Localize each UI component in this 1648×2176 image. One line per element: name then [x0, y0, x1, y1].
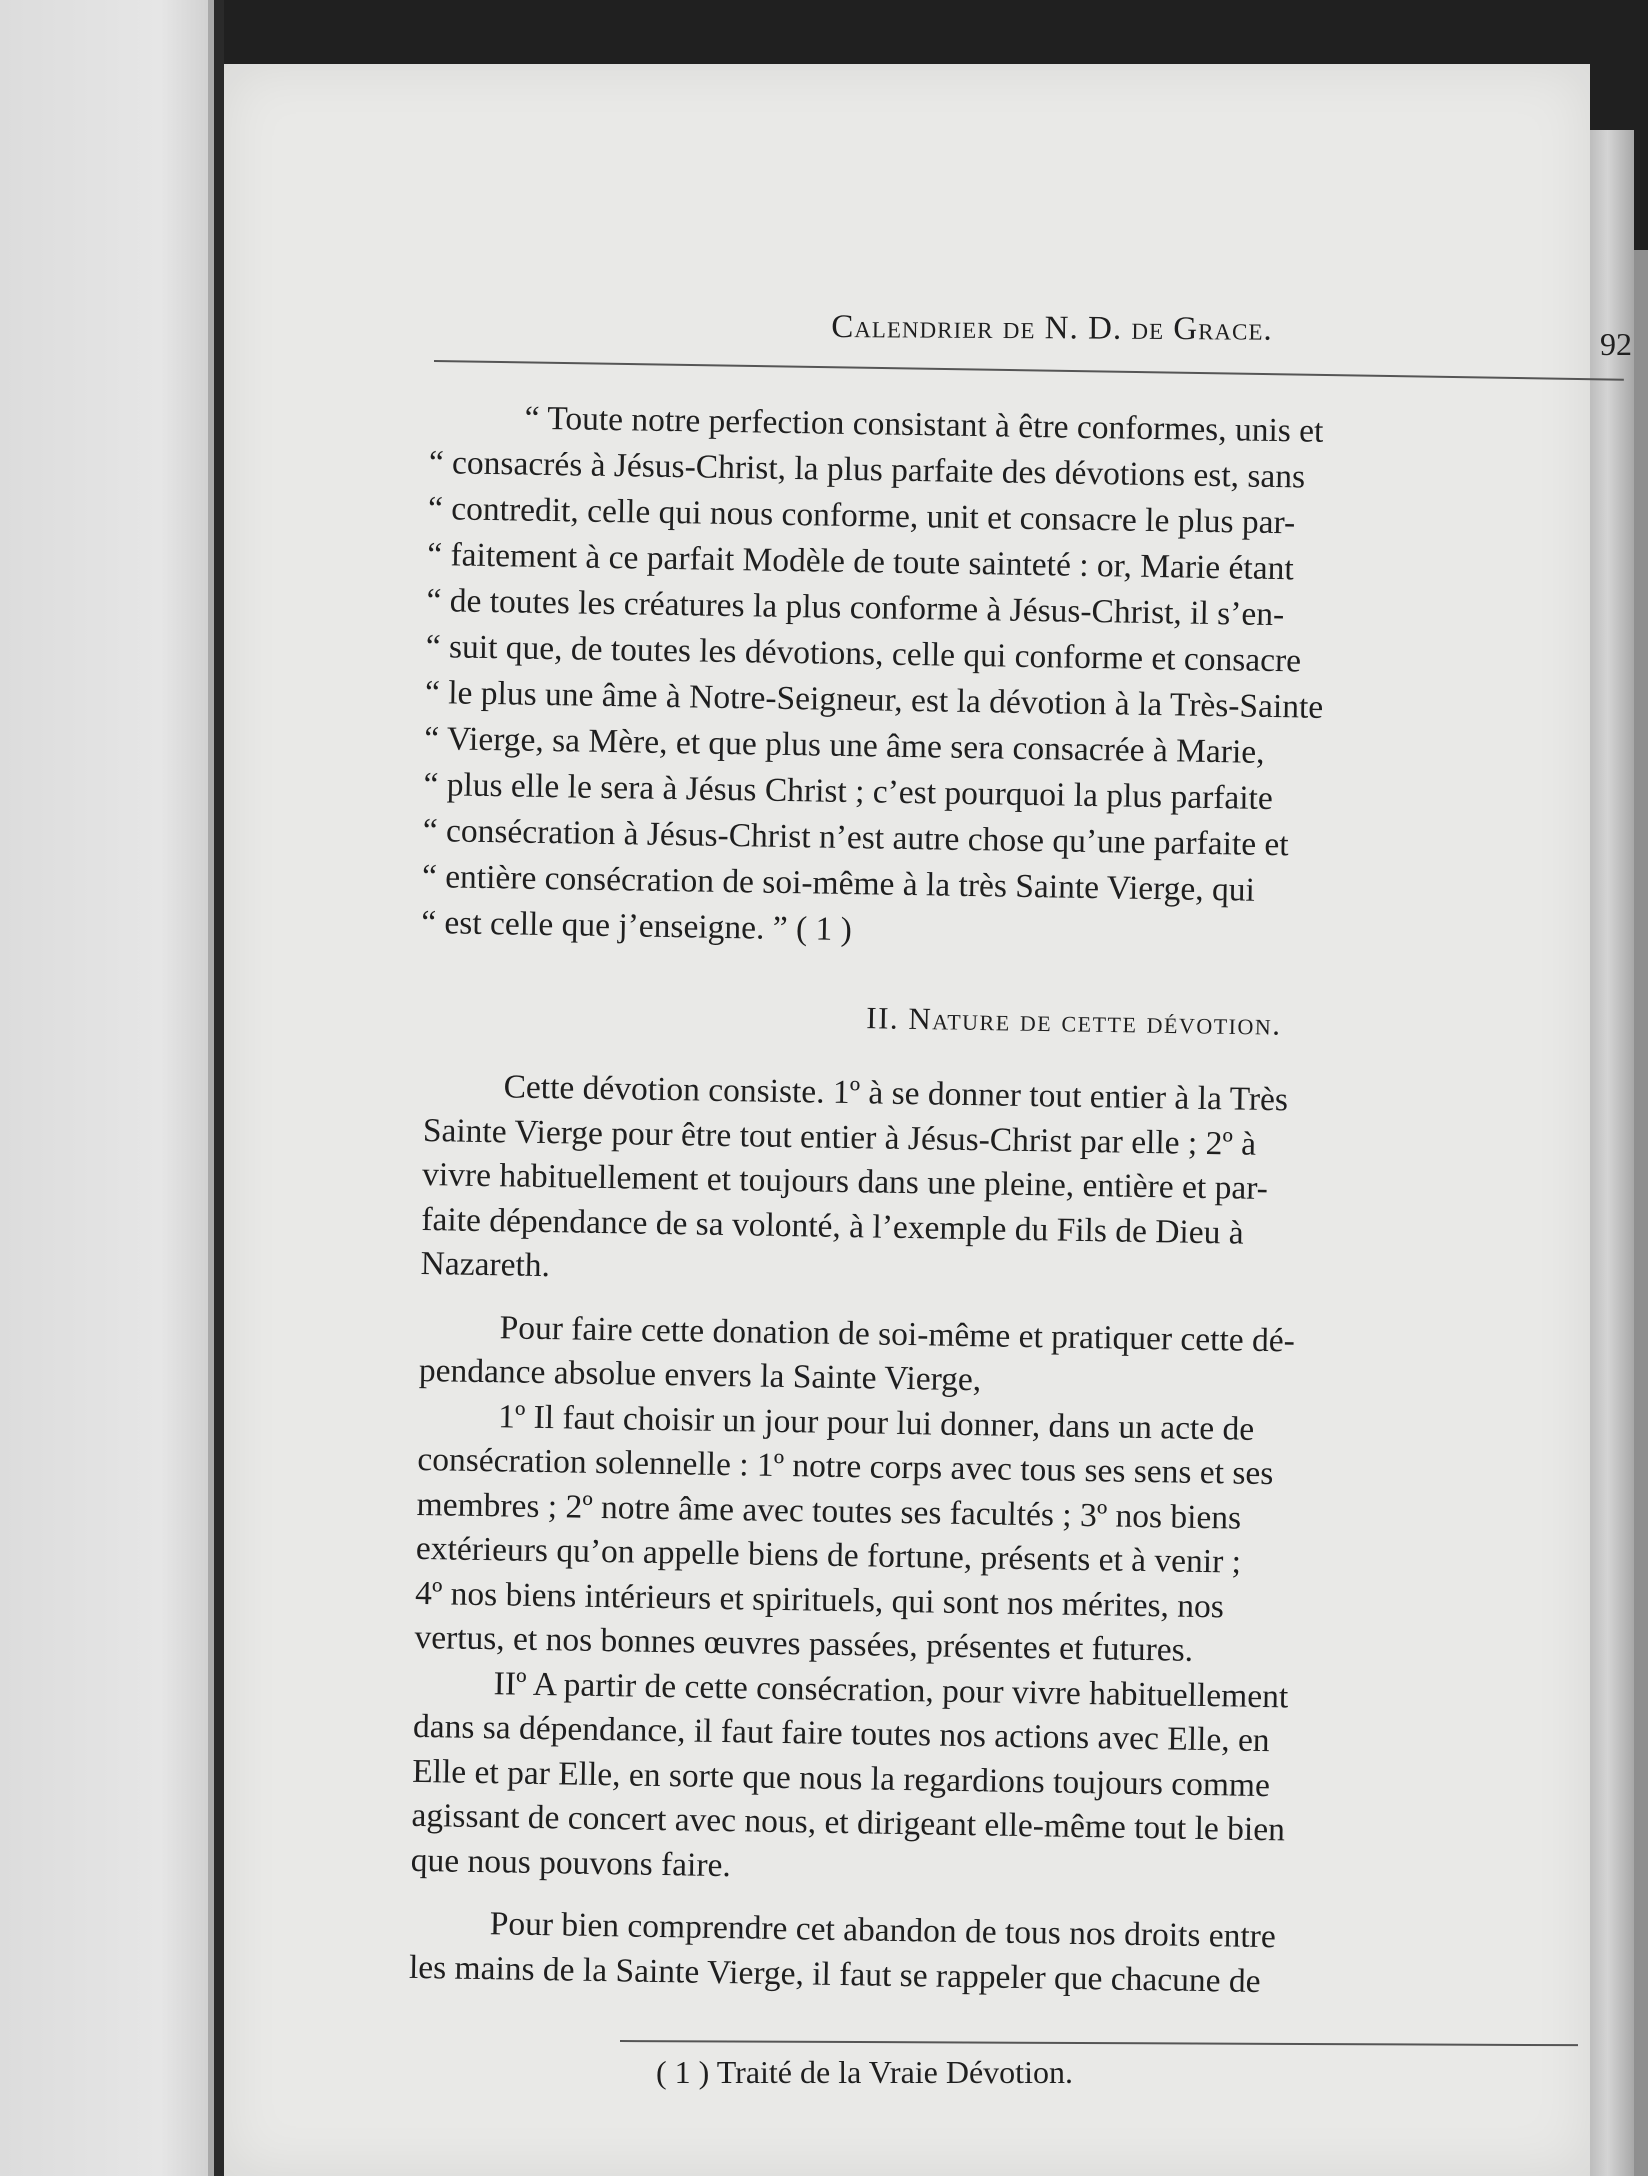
- book-gutter: [214, 0, 224, 2176]
- quote-line: “ consécration à Jésus-Christ n’est autre chose qu’une parfaite et: [422, 811, 1289, 864]
- book-page: [224, 64, 1632, 2176]
- footnote-rule: [620, 2040, 1578, 2046]
- paragraph-line: vivre habituellement et toujours dans une pleine, entière et par-: [421, 1155, 1269, 1208]
- paragraph-line: Cette dévotion consiste. 1º à se donner tout entier à la Très: [503, 1068, 1289, 1119]
- quote-line: “ de toutes les créatures la plus conforme à Jésus-Christ, il s’en-: [426, 581, 1285, 634]
- left-facing-page: [0, 0, 214, 2176]
- quote-line: “ est celle que j’enseigne. ” ( 1 ): [420, 903, 853, 949]
- paragraph-line: que nous pouvons faire.: [410, 1841, 732, 1884]
- page-number: 92: [1600, 326, 1632, 362]
- paragraph-line: Pour faire cette donation de soi-même et pratiquer cette dé-: [499, 1308, 1296, 1359]
- paragraph-line: pendance absolue envers la Sainte Vierge,: [418, 1351, 982, 1399]
- paragraph-line: faite dépendance de sa volonté, à l’exemple du Fils de Dieu à: [421, 1200, 1244, 1252]
- paragraph-line: Elle et par Elle, en sorte que nous la regardions toujours comme: [411, 1752, 1271, 1804]
- footnote: ( 1 ) Traité de la Vraie Dévotion.: [656, 2054, 1073, 2090]
- quote-line: “ suit que, de toutes les dévotions, celle qui conforme et consacre: [425, 627, 1302, 680]
- paragraph-line: agissant de concert avec nous, et dirigeant elle-même tout le bien: [411, 1796, 1286, 1849]
- running-title: Calendrier de N. D. de Grace.: [831, 308, 1273, 348]
- paragraph-line: membres ; 2º notre âme avec toutes ses facultés ; 3º nos biens: [416, 1485, 1242, 1537]
- quote-line: “ le plus une âme à Notre-Seigneur, est la dévotion à la Très-Sainte: [424, 673, 1324, 726]
- paragraph-line: les mains de la Sainte Vierge, il faut se rappeler que chacune de: [408, 1948, 1261, 2000]
- paragraph-line: Sainte Vierge pour être tout entier à Jésus-Christ par elle ; 2º à: [422, 1111, 1257, 1163]
- paragraph-line: IIº A partir de cette consécration, pour vivre habituellement: [493, 1664, 1289, 1715]
- quote-line: “ plus elle le sera à Jésus Christ ; c’est pourquoi la plus parfaite: [423, 765, 1274, 818]
- page-edge-shadow: [1634, 250, 1648, 2176]
- quote-line: “ entière consécration de soi-même à la très Sainte Vierge, qui: [421, 857, 1256, 909]
- paragraph-line: Nazareth.: [420, 1244, 551, 1285]
- quotation-block: [421, 394, 1630, 966]
- section-heading: II. Nature de cette dévotion.: [866, 1000, 1282, 1042]
- paragraph-line: 4º nos biens intérieurs et spirituels, qui sont nos mérites, nos: [414, 1574, 1225, 1625]
- quote-line: “ contredit, celle qui nous conforme, unit et consacre le plus par-: [427, 489, 1296, 542]
- quote-line: “ Vierge, sa Mère, et que plus une âme sera consacrée à Marie,: [423, 719, 1265, 771]
- paragraph-line: vertus, et nos bonnes œuvres passées, présentes et futures.: [414, 1618, 1194, 1669]
- header-rule: [434, 360, 1624, 381]
- paragraph-line: Pour bien comprendre cet abandon de tous nos droits entre: [489, 1905, 1277, 1956]
- quote-line: “ Toute notre perfection consistant à être conformes, unis et: [524, 399, 1324, 450]
- paragraph-line: extérieurs qu’on appelle biens de fortune, présents et à venir ;: [415, 1529, 1242, 1581]
- paragraph-line: dans sa dépendance, il faut faire toutes nos actions avec Elle, en: [412, 1707, 1270, 1760]
- quote-line: “ consacrés à Jésus-Christ, la plus parfaite des dévotions est, sans: [428, 443, 1306, 496]
- quote-line: “ faitement à ce parfait Modèle de toute sainteté : or, Marie étant: [427, 535, 1295, 588]
- body-text: [409, 1064, 1624, 2010]
- paragraph-line: consécration solennelle : 1º notre corps avec tous ses sens et ses: [417, 1440, 1274, 1493]
- paragraph-line: 1º Il faut choisir un jour pour lui donner, dans un acte de: [497, 1397, 1255, 1448]
